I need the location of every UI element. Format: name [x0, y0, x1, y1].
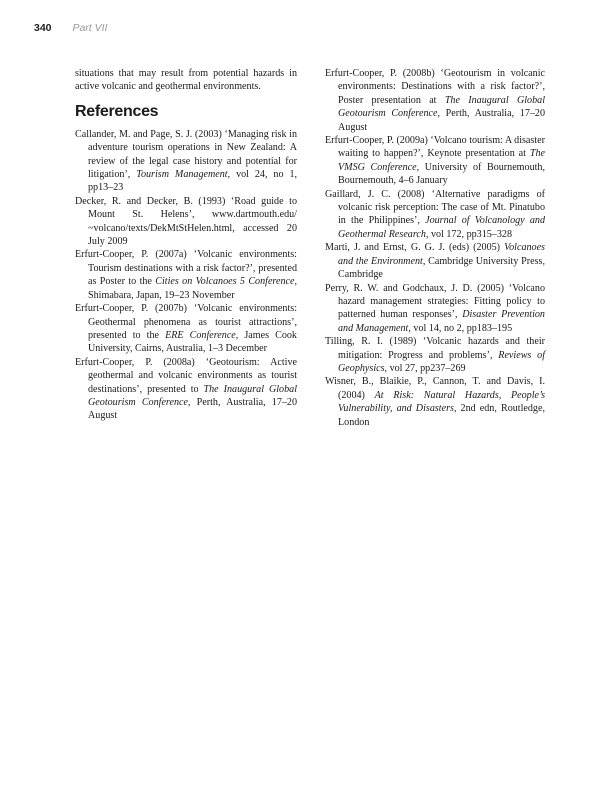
right-reference-list [325, 67, 545, 429]
reference-text: Tilling, R. I. (1989) ‘Volcanic hazards and their mitigation: Progress and problems’, [325, 336, 545, 361]
reference-entry [325, 241, 545, 281]
reference-entry [325, 375, 545, 429]
reference-entry [75, 195, 297, 249]
reference-title: Volcanoes and the Environment [338, 242, 545, 267]
reference-text: , vol 172, pp315–328 [425, 228, 512, 240]
reference-text: , Shimabara, Japan, 19–23 November [88, 276, 297, 301]
reference-text: Wisner, B., Blaikie, P., Cannon, T. and Davis, I. (2004) [325, 376, 545, 401]
reference-entry [75, 128, 297, 195]
reference-text: , Cambridge University Press, Cambridge [338, 255, 545, 281]
reference-entry [325, 335, 545, 375]
reference-text: , University of Bournemouth, Bournemouth, 4–6 January [338, 161, 545, 187]
reference-text: , Perth, Australia, 17–20 August [338, 108, 546, 133]
reference-entry [75, 302, 297, 356]
reference-title: Disaster Prevention and Management [338, 309, 545, 334]
reference-text: Gaillard, J. C. (2008) ‘Alternative paradigms of volcanic risk perception: The case of Mt. Pinatubo in the Philippines’, [325, 188, 545, 227]
reference-title: The VMSG Conference [338, 148, 545, 173]
references-heading: References [75, 102, 159, 120]
reference-title: ERE Conference [165, 329, 236, 341]
left-reference-list [75, 128, 297, 423]
reference-title: Cities on Volcanoes 5 Conference [155, 276, 295, 288]
reference-text: Erfurt-Cooper, P. (2009a) ‘Volcano tourism: A disaster waiting to happen?’, Keynote presentation at [325, 135, 545, 160]
reference-text: , vol 14, no 2, pp183–195 [408, 322, 513, 334]
reference-entry [325, 134, 545, 188]
reference-title: Tourism Management [136, 169, 228, 181]
reference-title: Reviews of Geophysics [338, 349, 545, 374]
right-column [325, 67, 545, 429]
reference-title: At Risk: Natural Hazards, People’s Vulnerability, and Disasters [338, 389, 546, 415]
left-column [75, 67, 297, 423]
running-header [34, 22, 107, 34]
reference-text: Erfurt-Cooper, P. (2007b) ‘Volcanic environments: Geothermal phenomena as tourist attractions’, presented to the [75, 303, 297, 341]
part-label: Part VII [72, 22, 108, 34]
intro-paragraph: situations that may result from potential hazards in active volcanic and geothermal environments. [75, 68, 297, 93]
reference-text: , 2nd edn, Routledge, London [338, 403, 545, 428]
reference-entry [325, 188, 545, 242]
reference-text: Perry, R. W. and Godchaux, J. D. (2005) ‘Volcano hazard management strategies: Fitting policy to patterned human responses’, [325, 282, 545, 321]
reference-entry [325, 282, 545, 336]
reference-text: , vol 24, no 1, pp13–23 [88, 169, 298, 194]
reference-text: , Perth, Australia, 17–20 August [88, 396, 298, 422]
reference-entry [75, 356, 297, 423]
reference-text: , James Cook University, Cairns, Australia, 1–3 December [88, 329, 297, 355]
reference-text: Erfurt-Cooper, P. (2007a) ‘Volcanic environments: Tourism destinations with a risk factor?’, presented as Poster to the [75, 249, 297, 288]
reference-text: Decker, R. and Decker, B. (1993) ‘Road guide to Mount St. Helens’, www.dartmouth.edu/ ~volcano/texts/DekMtStHelen.html, accessed 20 July 2009 [75, 195, 297, 248]
reference-entry [75, 248, 297, 302]
reference-text: Callander, M. and Page, S. J. (2003) ‘Managing risk in adventure tourism operations in New Zealand: A review of the legal case history and potential for litigation’, [75, 128, 297, 181]
reference-title: Journal of Volcanology and Geothermal Research [338, 215, 545, 240]
reference-title: The Inaugural Global Geotourism Conference [88, 383, 297, 408]
reference-title: The Inaugural Global Geotourism Conference [338, 94, 546, 120]
reference-text: Erfurt-Cooper, P. (2008a) ‘Geotourism: Active geothermal and volcanic environments as tourist destinations’, presented to [75, 356, 297, 395]
reference-text: , vol 27, pp237–269 [384, 362, 466, 374]
reference-text: Marti, J. and Ernst, G. G. J. (eds) (2005) [325, 242, 505, 254]
reference-text: Erfurt-Cooper, P. (2008b) ‘Geotourism in volcanic environments: Destinations with a risk factor?’, Poster presentation at [325, 68, 545, 106]
reference-entry [325, 67, 545, 134]
page-number: 340 [34, 22, 52, 34]
